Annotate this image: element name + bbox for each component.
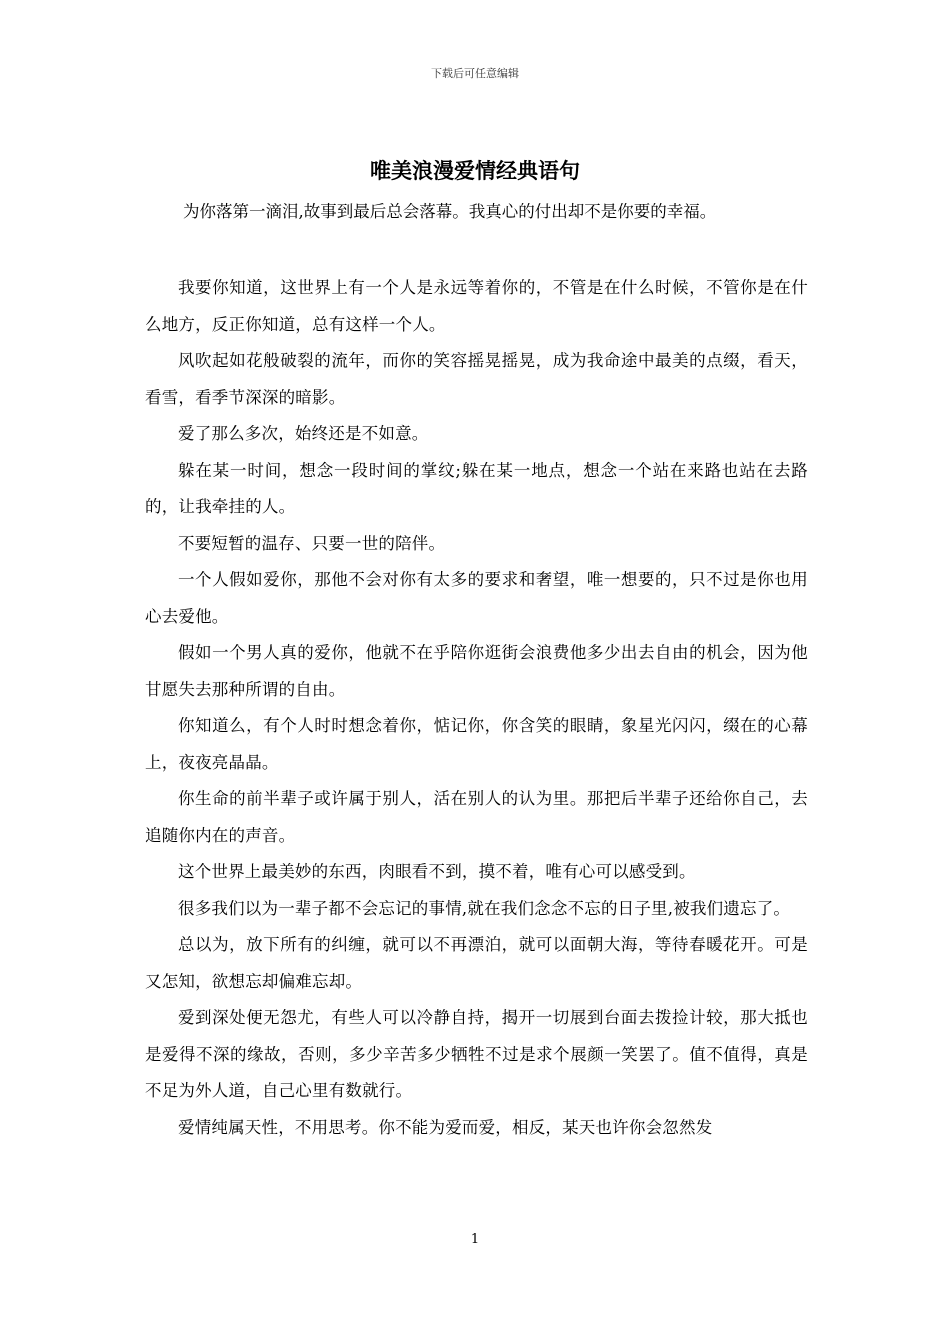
paragraph: 你知道么，有个人时时想念着你，惦记你，你含笑的眼睛，象星光闪闪，缀在的心幕上，夜夜亮晶晶。 [145, 716, 808, 772]
paragraph: 不要短暂的温存、只要一世的陪伴。 [178, 533, 446, 553]
paragraph: 爱到深处便无怨尤，有些人可以冷静自持，揭开一切展到台面去拨捡计较，那大抵也是爱得不深的缘故，否则，多少辛苦多少牺牲不过是求个展颜一笑罢了。值不值得，真是不足为外人道，自己心里有数就行。 [145, 1008, 808, 1100]
document-title: 唯美浪漫爱情经典语句 [370, 158, 580, 183]
page-header-note: 下载后可任意编辑 [431, 67, 519, 80]
paragraph: 我要你知道，这世界上有一个人是永远等着你的，不管是在什么时候，不管你是在什么地方，反正你知道，总有这样一个人。 [145, 278, 808, 334]
paragraph: 假如一个男人真的爱你，他就不在乎陪你逛街会浪费他多少出去自由的机会，因为他甘愿失去那种所谓的自由。 [145, 643, 808, 699]
paragraph: 爱了那么多次，始终还是不如意。 [178, 424, 429, 443]
paragraph: 躲在某一时间，想念一段时间的掌纹;躲在某一地点，想念一个站在来路也站在去路的，让我牵挂的人。 [145, 460, 808, 516]
paragraph: 很多我们以为一辈子都不会忘记的事情,就在我们念念不忘的日子里,被我们遗忘了。 [178, 898, 791, 918]
paragraph: 这个世界上最美妙的东西，肉眼看不到，摸不着，唯有心可以感受到。 [178, 862, 696, 881]
paragraph: 风吹起如花般破裂的流年，而你的笑容摇晃摇晃，成为我命途中最美的点缀，看天，看雪，看季节深深的暗影。 [145, 351, 808, 407]
paragraph: 爱情纯属天性，不用思考。你不能为爱而爱，相反，某天也许你会忽然发 [178, 1117, 713, 1137]
paragraph: 一个人假如爱你，那他不会对你有太多的要求和奢望，唯一想要的，只不过是你也用心去爱他。 [145, 570, 808, 626]
body-text [145, 270, 808, 1146]
paragraph: 总以为，放下所有的纠缠，就可以不再漂泊，就可以面朝大海，等待春暖花开。可是又怎知，欲想忘却偏难忘却。 [145, 935, 808, 991]
intro-paragraph: 为你落第一滴泪,故事到最后总会落幕。我真心的付出却不是你要的幸福。 [183, 202, 717, 221]
page-number: 1 [470, 1232, 480, 1247]
paragraph: 你生命的前半辈子或许属于别人，活在别人的认为里。那把后半辈子还给你自己，去追随你内在的声音。 [145, 789, 808, 845]
